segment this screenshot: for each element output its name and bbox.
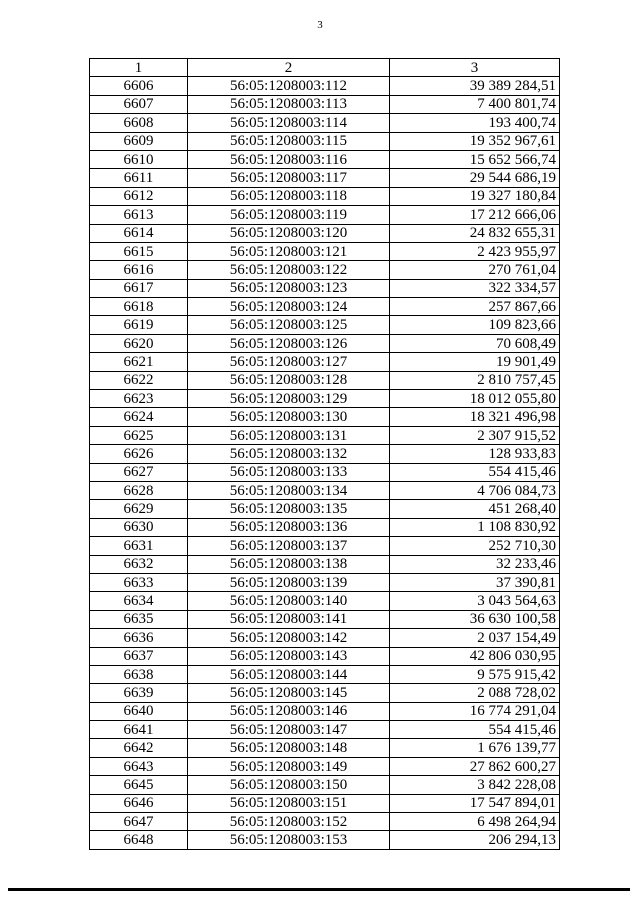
table-row <box>90 261 560 279</box>
cadastral-value-cell: 70 608,49 <box>390 334 560 352</box>
cadastral-number-cell: 56:05:1208003:131 <box>188 426 390 444</box>
table-header-row <box>90 59 560 77</box>
table-row <box>90 298 560 316</box>
cadastral-number-cell: 56:05:1208003:142 <box>188 629 390 647</box>
cadastral-value-cell: 1 108 830,92 <box>390 518 560 536</box>
table-row <box>90 242 560 260</box>
cadastral-number-cell: 56:05:1208003:112 <box>188 77 390 95</box>
cadastral-value-cell: 257 867,66 <box>390 298 560 316</box>
row-number-cell: 6640 <box>90 702 188 720</box>
cadastral-value-cell: 9 575 915,42 <box>390 665 560 683</box>
table-row <box>90 629 560 647</box>
table-row <box>90 555 560 573</box>
cadastral-number-cell: 56:05:1208003:128 <box>188 371 390 389</box>
table-row <box>90 537 560 555</box>
table-row <box>90 132 560 150</box>
table-row <box>90 610 560 628</box>
row-number-cell: 6641 <box>90 721 188 739</box>
cadastral-number-cell: 56:05:1208003:117 <box>188 169 390 187</box>
cadastral-number-cell: 56:05:1208003:133 <box>188 463 390 481</box>
row-number-cell: 6616 <box>90 261 188 279</box>
cadastral-number-cell: 56:05:1208003:134 <box>188 481 390 499</box>
table-row <box>90 114 560 132</box>
table-row <box>90 187 560 205</box>
cadastral-value-cell: 270 761,04 <box>390 261 560 279</box>
cadastral-value-cell: 451 268,40 <box>390 500 560 518</box>
cadastral-number-cell: 56:05:1208003:150 <box>188 776 390 794</box>
cadastral-number-cell: 56:05:1208003:151 <box>188 794 390 812</box>
table-row <box>90 721 560 739</box>
table-row <box>90 776 560 794</box>
table-row <box>90 224 560 242</box>
cadastral-value-cell: 18 321 496,98 <box>390 408 560 426</box>
row-number-cell: 6618 <box>90 298 188 316</box>
cadastral-number-cell: 56:05:1208003:153 <box>188 831 390 849</box>
row-number-cell: 6643 <box>90 757 188 775</box>
cadastral-value-cell: 6 498 264,94 <box>390 813 560 831</box>
row-number-cell: 6631 <box>90 537 188 555</box>
cadastral-value-cell: 7 400 801,74 <box>390 95 560 113</box>
cadastral-value-cell: 39 389 284,51 <box>390 77 560 95</box>
cadastral-number-cell: 56:05:1208003:139 <box>188 573 390 591</box>
row-number-cell: 6607 <box>90 95 188 113</box>
cadastral-number-cell: 56:05:1208003:127 <box>188 353 390 371</box>
cadastral-number-cell: 56:05:1208003:122 <box>188 261 390 279</box>
table-row <box>90 353 560 371</box>
cadastral-value-cell: 19 901,49 <box>390 353 560 371</box>
cadastral-value-cell: 4 706 084,73 <box>390 481 560 499</box>
cadastral-number-cell: 56:05:1208003:118 <box>188 187 390 205</box>
cadastral-number-cell: 56:05:1208003:120 <box>188 224 390 242</box>
cadastral-value-cell: 17 547 894,01 <box>390 794 560 812</box>
row-number-cell: 6633 <box>90 573 188 591</box>
row-number-cell: 6637 <box>90 647 188 665</box>
cadastral-value-cell: 16 774 291,04 <box>390 702 560 720</box>
row-number-cell: 6635 <box>90 610 188 628</box>
cadastral-number-cell: 56:05:1208003:149 <box>188 757 390 775</box>
table-row <box>90 831 560 849</box>
row-number-cell: 6614 <box>90 224 188 242</box>
cadastral-value-cell: 2 423 955,97 <box>390 242 560 260</box>
cadastral-value-cell: 2 307 915,52 <box>390 426 560 444</box>
cadastral-number-cell: 56:05:1208003:148 <box>188 739 390 757</box>
cadastral-value-table <box>89 58 560 850</box>
row-number-cell: 6620 <box>90 334 188 352</box>
row-number-cell: 6612 <box>90 187 188 205</box>
cadastral-number-cell: 56:05:1208003:124 <box>188 298 390 316</box>
table-row <box>90 518 560 536</box>
cadastral-number-cell: 56:05:1208003:145 <box>188 684 390 702</box>
cadastral-value-cell: 15 652 566,74 <box>390 150 560 168</box>
cadastral-value-cell: 19 327 180,84 <box>390 187 560 205</box>
row-number-cell: 6625 <box>90 426 188 444</box>
table-row <box>90 463 560 481</box>
table-row <box>90 95 560 113</box>
cadastral-value-cell: 2 810 757,45 <box>390 371 560 389</box>
cadastral-number-cell: 56:05:1208003:146 <box>188 702 390 720</box>
cadastral-number-cell: 56:05:1208003:116 <box>188 150 390 168</box>
table-row <box>90 757 560 775</box>
cadastral-value-cell: 2 088 728,02 <box>390 684 560 702</box>
row-number-cell: 6639 <box>90 684 188 702</box>
column-header-value: 3 <box>390 59 560 77</box>
row-number-cell: 6636 <box>90 629 188 647</box>
table-row <box>90 169 560 187</box>
row-number-cell: 6629 <box>90 500 188 518</box>
row-number-cell: 6630 <box>90 518 188 536</box>
cadastral-number-cell: 56:05:1208003:147 <box>188 721 390 739</box>
row-number-cell: 6627 <box>90 463 188 481</box>
cadastral-number-cell: 56:05:1208003:135 <box>188 500 390 518</box>
table-row <box>90 647 560 665</box>
cadastral-number-cell: 56:05:1208003:130 <box>188 408 390 426</box>
row-number-cell: 6622 <box>90 371 188 389</box>
row-number-cell: 6638 <box>90 665 188 683</box>
row-number-cell: 6606 <box>90 77 188 95</box>
row-number-cell: 6608 <box>90 114 188 132</box>
table-row <box>90 665 560 683</box>
cadastral-number-cell: 56:05:1208003:132 <box>188 445 390 463</box>
cadastral-number-cell: 56:05:1208003:115 <box>188 132 390 150</box>
row-number-cell: 6623 <box>90 390 188 408</box>
table-row <box>90 408 560 426</box>
table-row <box>90 77 560 95</box>
row-number-cell: 6647 <box>90 813 188 831</box>
table-row <box>90 592 560 610</box>
cadastral-number-cell: 56:05:1208003:114 <box>188 114 390 132</box>
row-number-cell: 6615 <box>90 242 188 260</box>
cadastral-value-cell: 17 212 666,06 <box>390 206 560 224</box>
table-row <box>90 702 560 720</box>
row-number-cell: 6634 <box>90 592 188 610</box>
cadastral-value-cell: 42 806 030,95 <box>390 647 560 665</box>
table-row <box>90 794 560 812</box>
row-number-cell: 6648 <box>90 831 188 849</box>
cadastral-value-cell: 1 676 139,77 <box>390 739 560 757</box>
cadastral-value-cell: 554 415,46 <box>390 463 560 481</box>
cadastral-number-cell: 56:05:1208003:125 <box>188 316 390 334</box>
row-number-cell: 6611 <box>90 169 188 187</box>
row-number-cell: 6617 <box>90 279 188 297</box>
cadastral-value-cell: 2 037 154,49 <box>390 629 560 647</box>
table-row <box>90 206 560 224</box>
cadastral-value-cell: 109 823,66 <box>390 316 560 334</box>
cadastral-number-cell: 56:05:1208003:129 <box>188 390 390 408</box>
cadastral-value-cell: 27 862 600,27 <box>390 757 560 775</box>
cadastral-number-cell: 56:05:1208003:126 <box>188 334 390 352</box>
cadastral-value-cell: 3 043 564,63 <box>390 592 560 610</box>
cadastral-number-cell: 56:05:1208003:136 <box>188 518 390 536</box>
table-row <box>90 481 560 499</box>
bottom-divider <box>8 888 630 891</box>
column-header-cadastral-number: 2 <box>188 59 390 77</box>
row-number-cell: 6621 <box>90 353 188 371</box>
cadastral-value-cell: 193 400,74 <box>390 114 560 132</box>
row-number-cell: 6628 <box>90 481 188 499</box>
cadastral-number-cell: 56:05:1208003:123 <box>188 279 390 297</box>
cadastral-number-cell: 56:05:1208003:141 <box>188 610 390 628</box>
table-row <box>90 150 560 168</box>
cadastral-number-cell: 56:05:1208003:143 <box>188 647 390 665</box>
column-header-number: 1 <box>90 59 188 77</box>
cadastral-value-cell: 128 933,83 <box>390 445 560 463</box>
table-row <box>90 573 560 591</box>
table-body <box>90 77 560 849</box>
table-row <box>90 371 560 389</box>
row-number-cell: 6619 <box>90 316 188 334</box>
cadastral-number-cell: 56:05:1208003:144 <box>188 665 390 683</box>
table-row <box>90 426 560 444</box>
row-number-cell: 6613 <box>90 206 188 224</box>
cadastral-value-cell: 37 390,81 <box>390 573 560 591</box>
table-row <box>90 334 560 352</box>
cadastral-number-cell: 56:05:1208003:138 <box>188 555 390 573</box>
cadastral-value-cell: 32 233,46 <box>390 555 560 573</box>
row-number-cell: 6645 <box>90 776 188 794</box>
row-number-cell: 6609 <box>90 132 188 150</box>
table-row <box>90 739 560 757</box>
cadastral-number-cell: 56:05:1208003:113 <box>188 95 390 113</box>
cadastral-number-cell: 56:05:1208003:121 <box>188 242 390 260</box>
cadastral-value-cell: 252 710,30 <box>390 537 560 555</box>
cadastral-number-cell: 56:05:1208003:137 <box>188 537 390 555</box>
table-row <box>90 445 560 463</box>
cadastral-value-cell: 554 415,46 <box>390 721 560 739</box>
cadastral-value-cell: 36 630 100,58 <box>390 610 560 628</box>
row-number-cell: 6610 <box>90 150 188 168</box>
row-number-cell: 6632 <box>90 555 188 573</box>
table-row <box>90 390 560 408</box>
cadastral-value-cell: 322 334,57 <box>390 279 560 297</box>
cadastral-value-cell: 19 352 967,61 <box>390 132 560 150</box>
row-number-cell: 6642 <box>90 739 188 757</box>
table-row <box>90 684 560 702</box>
cadastral-value-cell: 18 012 055,80 <box>390 390 560 408</box>
table-row <box>90 316 560 334</box>
row-number-cell: 6626 <box>90 445 188 463</box>
row-number-cell: 6624 <box>90 408 188 426</box>
cadastral-number-cell: 56:05:1208003:152 <box>188 813 390 831</box>
cadastral-value-cell: 206 294,13 <box>390 831 560 849</box>
table-row <box>90 279 560 297</box>
table-row <box>90 500 560 518</box>
page-number: 3 <box>317 19 323 31</box>
cadastral-value-cell: 29 544 686,19 <box>390 169 560 187</box>
cadastral-value-cell: 3 842 228,08 <box>390 776 560 794</box>
table-row <box>90 813 560 831</box>
row-number-cell: 6646 <box>90 794 188 812</box>
cadastral-number-cell: 56:05:1208003:140 <box>188 592 390 610</box>
cadastral-value-cell: 24 832 655,31 <box>390 224 560 242</box>
cadastral-number-cell: 56:05:1208003:119 <box>188 206 390 224</box>
